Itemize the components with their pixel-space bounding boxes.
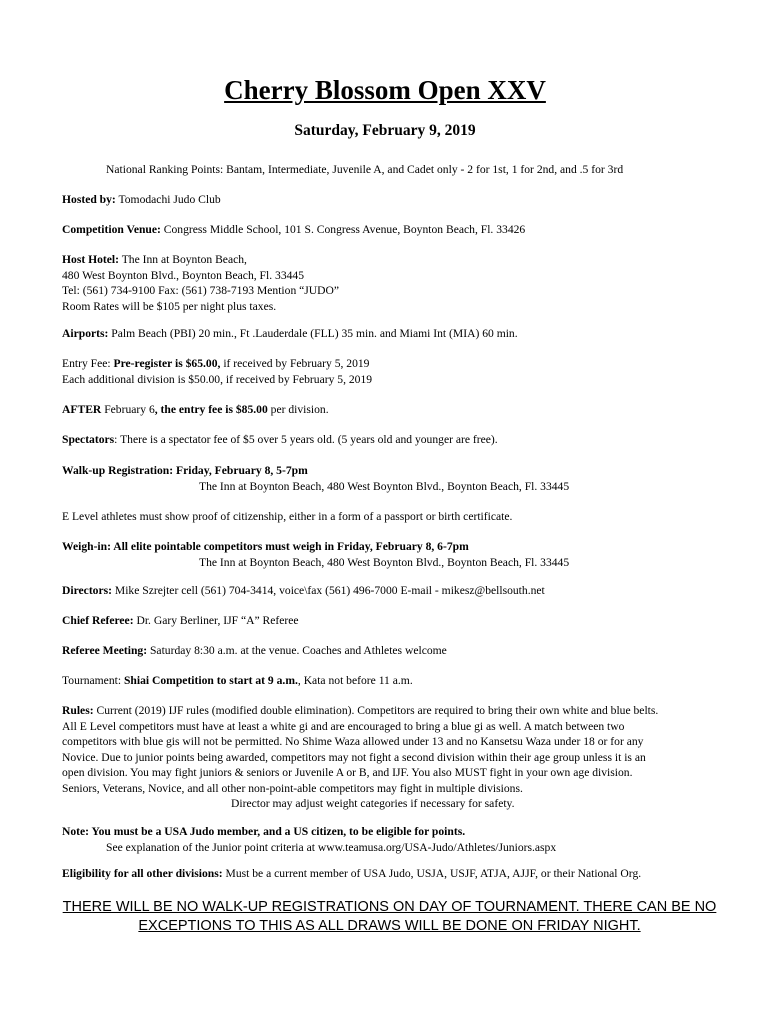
spectators [62,432,722,448]
note-text: See explanation of the Junior point criteria at www.teamusa.org/USA-Judo/Athletes/Juniors.aspx [106,840,557,854]
airports-text: Palm Beach (PBI) 20 min., Ft .Lauderdale (FLL) 35 min. and Miami Int (MIA) 60 min. [108,327,518,340]
rules-line3: competitors with blue gis will not be permitted. No Shime Waza allowed under 13 and no Kansetsu Waza under 18 or for any [62,735,644,748]
entry-line2: Each additional division is $50.00, if received by February 5, 2019 [62,372,373,386]
event-title: Cherry Blossom Open XXV [224,75,546,105]
entry-suffix: if received by February 5, 2019 [220,357,370,370]
weighin-label: Weigh-in: All elite pointable competitors must weigh in Friday, February 8, 6-7pm [62,540,469,553]
eligibility [62,866,722,882]
referee-label: Chief Referee: [62,614,134,627]
eligibility-text: Must be a current member of USA Judo, USJA, USJF, ATJA, AJJF, or their National Org. [222,867,642,880]
walkup-registration [62,463,722,494]
rules-label: Rules: [62,704,94,717]
referee-text: Dr. Gary Berliner, IJF “A” Referee [133,614,299,627]
host-hotel [62,252,722,314]
hotel-line3: Tel: (561) 734-9100 Fax: (561) 738-7193 Mention “JUDO” [62,284,340,297]
note-label: Note: You must be a USA Judo member, and a US citizen, to be eligible for points. [62,825,466,838]
rules-line2: All E Level competitors must have at least a white gi and are encouraged to bring a blue gi as well. A match between two [62,719,625,733]
competition-venue [62,222,722,238]
referee-meeting [62,643,722,659]
walkup-address: The Inn at Boynton Beach, 480 West Boynton Blvd., Boynton Beach, Fl. 33445 [199,479,570,493]
airports [62,326,722,342]
rules-line4: Novice. Due to junior points being awarded, competitors may not fight a second division within their age group unless it is an [62,750,646,764]
rules-line5: open division. You may fight juniors & seniors or Juvenile A or B, and IJF. You also MUST fight in your own age division. [62,766,633,779]
chief-referee [62,613,722,629]
elevel-note: E Level athletes must show proof of citizenship, either in a form of a passport or birth certificate. [62,510,513,523]
tournament-bold: Shiai Competition to start at 9 a.m. [123,674,298,687]
after-fee [62,402,722,418]
meeting-label: Referee Meeting: [62,644,148,657]
entry-bold: Pre-register is $65.00, [113,357,221,370]
entry-fee [62,356,722,387]
hosted-by-label: Hosted by: [62,193,116,206]
weigh-in [62,539,722,570]
spectators-text: : There is a spectator fee of $5 over 5 years old. (5 years old and younger are free). [114,433,498,446]
directors-label: Directors: [62,584,112,597]
membership-note [62,824,722,855]
meeting-text: Saturday 8:30 a.m. at the venue. Coaches and Athletes welcome [147,644,447,657]
no-walkup-notice: THERE WILL BE NO WALK-UP REGISTRATIONS ON DAY OF TOURNAMENT. THERE CAN BE NO EXCEPTIONS TO THIS AS ALL DRAWS WILL BE DONE ON FRIDAY NIGHT. [62,899,717,934]
hotel-line2: 480 West Boynton Blvd., Boynton Beach, Fl. 33445 [62,268,305,282]
hotel-label: Host Hotel: [62,253,119,266]
after-t2: per division. [267,403,329,416]
hotel-line1: The Inn at Boynton Beach, [119,253,247,266]
hosted-by [62,192,722,208]
eligibility-label: Eligibility for all other divisions: [62,867,223,880]
walkup-label: Walk-up Registration: Friday, February 8, 5-7pm [62,464,308,477]
venue-text: Congress Middle School, 101 S. Congress Avenue, Boynton Beach, Fl. 33426 [160,223,526,236]
after-b2: , the entry fee is $85.00 [154,403,268,416]
hosted-by-text: Tomodachi Judo Club [115,193,221,206]
directors [62,583,722,599]
directors-text: Mike Szrejter cell (561) 704-3414, voice\fax (561) 496-7000 E-mail - mikesz@bellsouth.net [112,584,545,597]
entry-prefix: Entry Fee: [62,357,114,370]
rules-line1: Current (2019) IJF rules (modified double elimination). Competitors are required to bring their own white and blue belts. [93,704,659,717]
after-t1: February 6 [101,403,155,416]
rules [62,703,717,812]
spectators-label: Spectators [62,433,115,446]
after-b1: AFTER [62,403,102,416]
tournament-suffix: , Kata not before 11 a.m. [297,674,413,687]
tournament-start [62,673,722,689]
rules-line6: Seniors, Veterans, Novice, and all other non-point-able competitors may fight in multiple divisions. [62,781,523,795]
rules-line7: Director may adjust weight categories if necessary for safety. [231,797,515,810]
ranking-points: National Ranking Points: Bantam, Intermediate, Juvenile A, and Cadet only - 2 for 1st, 1 for 2nd, and .5 for 3rd [106,163,624,176]
airports-label: Airports: [62,327,109,340]
venue-label: Competition Venue: [62,223,161,236]
tournament-prefix: Tournament: [62,674,124,687]
event-date: Saturday, February 9, 2019 [294,122,476,139]
weighin-address: The Inn at Boynton Beach, 480 West Boynton Blvd., Boynton Beach, Fl. 33445 [199,555,570,569]
hotel-line4: Room Rates will be $105 per night plus taxes. [62,299,277,313]
